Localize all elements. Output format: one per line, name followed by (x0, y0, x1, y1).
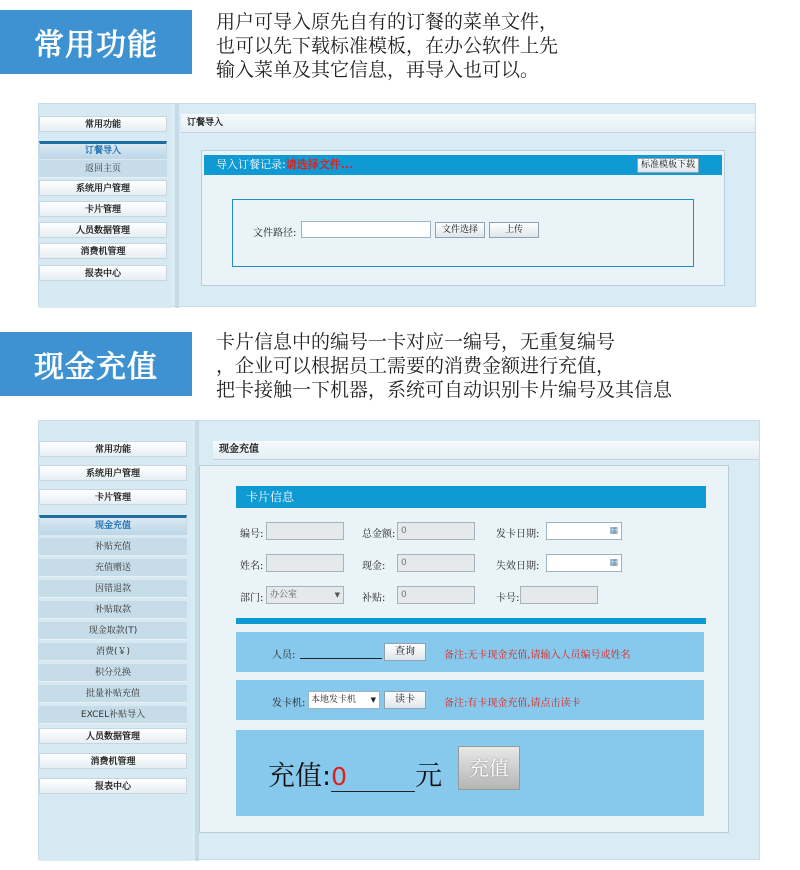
section-description-recharge (216, 330, 672, 402)
sidebar-subitem[interactable]: 补贴充值 (39, 538, 187, 556)
expire-date-input[interactable] (546, 554, 622, 572)
calendar-icon[interactable]: ▦ (609, 526, 618, 536)
department-label: 部门: (240, 593, 264, 604)
read-card-button[interactable]: 读卡 (384, 691, 426, 709)
import-prompt: 请选择文件... (285, 158, 354, 171)
desc-line: 把卡接触一下机器，系统可自动识别卡片编号及其信息 (216, 379, 673, 401)
sidebar-item-card-management[interactable]: 卡片管理 (39, 201, 167, 217)
sidebar-subitem[interactable]: 积分兑换 (39, 664, 187, 682)
subsidy-field: 0 (397, 586, 475, 604)
sidebar-item-report-center[interactable]: 报表中心 (39, 265, 167, 281)
sidebar-item-common[interactable]: 常用功能 (39, 116, 167, 132)
sidebar-item-common[interactable]: 常用功能 (39, 441, 187, 457)
cash-label: 现金: (362, 561, 386, 572)
sidebar-item-home[interactable]: 返回主页 (39, 160, 167, 178)
sidebar-item-system-users[interactable]: 系统用户管理 (39, 465, 187, 481)
sidebar-subitem[interactable]: 批量补贴充值 (39, 685, 187, 703)
card-info-header: 卡片信息 (236, 486, 706, 508)
desc-line: 用户可导入原先自有的订餐的菜单文件， (216, 11, 559, 33)
recharge-row (268, 754, 442, 793)
sidebar-item-personnel-data[interactable]: 人员数据管理 (39, 728, 187, 744)
card-reader-value: 本地发卡机 (311, 695, 357, 705)
name-field (266, 554, 344, 572)
import-label: 导入订餐记录: (216, 158, 286, 171)
chevron-down-icon[interactable]: ▼ (370, 696, 376, 704)
sidebar-item-card-management[interactable]: 卡片管理 (39, 489, 187, 505)
sidebar-subitem[interactable]: 补贴取款 (39, 601, 187, 619)
desc-line: 也可以先下载标准模板，在办公软件上先 (216, 35, 559, 57)
sidebar-item-consumption-machine[interactable]: 消费机管理 (39, 243, 167, 259)
sidebar-item-order-import[interactable]: 订餐导入 (39, 141, 167, 159)
note-no-card: 备注:无卡现金充值,请输入人员编号或姓名 (444, 650, 631, 661)
file-choose-button[interactable]: 文件选择 (435, 222, 485, 238)
screenshot-cash-recharge (38, 420, 760, 860)
card-reader-panel (236, 680, 704, 720)
file-upload-box (232, 199, 694, 267)
sidebar-subitem[interactable]: EXCEL补贴导入 (39, 706, 187, 724)
issue-date-label: 发卡日期: (496, 529, 540, 540)
template-download-button[interactable]: 标准模板下载 (637, 158, 699, 173)
query-button[interactable]: 查询 (384, 643, 426, 661)
cash-field: 0 (397, 554, 475, 572)
section-banner-cash-recharge: 现金充值 (0, 332, 192, 396)
sidebar-subitem[interactable]: 因错退款 (39, 580, 187, 598)
page-title: 现金充值 (213, 441, 759, 460)
file-path-label: 文件路径: (253, 228, 297, 239)
id-field (266, 522, 344, 540)
section-banner-common-functions: 常用功能 (0, 10, 192, 74)
card-number-field (520, 586, 598, 604)
page-title: 订餐导入 (181, 114, 755, 133)
subsidy-label: 补贴: (362, 593, 386, 604)
calendar-icon[interactable]: ▦ (609, 558, 618, 568)
department-value: 办公室 (270, 590, 298, 600)
department-select[interactable] (266, 586, 344, 604)
sidebar-divider (175, 104, 179, 308)
import-panel (201, 150, 725, 286)
id-label: 编号: (240, 529, 264, 540)
file-path-input[interactable] (301, 221, 431, 238)
total-amount-field: 0 (397, 522, 475, 540)
recharge-button[interactable]: 充值 (458, 746, 520, 790)
sidebar-subitem[interactable]: 消费(￥) (39, 643, 187, 661)
expire-date-label: 失效日期: (496, 561, 540, 572)
upload-button[interactable]: 上传 (489, 222, 539, 238)
issue-date-input[interactable] (546, 522, 622, 540)
card-reader-select[interactable] (308, 691, 380, 709)
card-number-label: 卡号: (496, 593, 520, 604)
card-reader-label: 发卡机: (272, 698, 306, 709)
screenshot-order-import (38, 103, 756, 307)
person-label: 人员: (272, 650, 296, 661)
recharge-unit: 元 (415, 761, 443, 792)
recharge-amount-panel (236, 730, 704, 816)
sidebar-item-personnel-data[interactable]: 人员数据管理 (39, 222, 167, 238)
sidebar-item-report-center[interactable]: 报表中心 (39, 778, 187, 794)
person-input[interactable] (300, 658, 382, 659)
sidebar-subitem[interactable]: 现金取款(T) (39, 622, 187, 640)
total-amount-label: 总金额: (362, 529, 396, 540)
name-label: 姓名: (240, 561, 264, 572)
sidebar-item-system-users[interactable]: 系统用户管理 (39, 180, 167, 196)
person-query-panel (236, 632, 704, 672)
sidebar-subitem[interactable]: 充值赠送 (39, 559, 187, 577)
sidebar (39, 421, 191, 861)
recharge-label: 充值: (268, 761, 332, 792)
note-card: 备注:有卡现金充值,请点击读卡 (444, 698, 581, 709)
section-description-import (216, 10, 558, 82)
desc-line: 输入菜单及其它信息，再导入也可以。 (216, 59, 540, 81)
recharge-amount-input[interactable]: 0 (331, 762, 415, 792)
sidebar (39, 104, 171, 308)
sidebar-item-cash-recharge[interactable]: 现金充值 (39, 515, 187, 535)
divider-bar (236, 618, 706, 624)
recharge-panel (199, 465, 729, 833)
desc-line: ，企业可以根据员工需要的消费金额进行充值， (216, 355, 616, 377)
sidebar-item-consumption-machine[interactable]: 消费机管理 (39, 753, 187, 769)
chevron-down-icon[interactable]: ▼ (334, 591, 340, 599)
desc-line: 卡片信息中的编号一卡对应一编号，无重复编号 (216, 331, 616, 353)
